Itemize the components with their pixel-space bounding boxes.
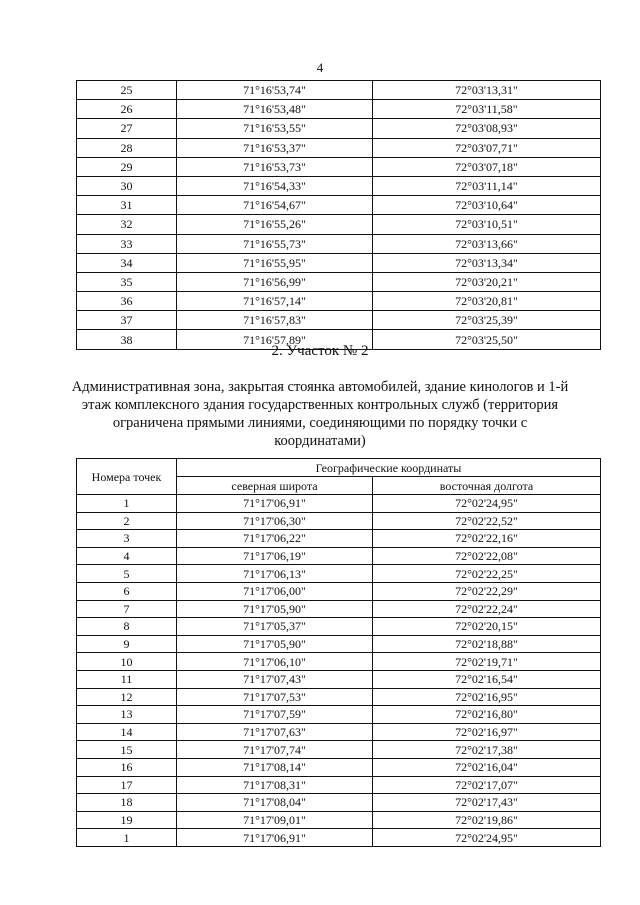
table-row (77, 723, 601, 741)
point-number: 28 (77, 138, 177, 157)
table-row (77, 670, 601, 688)
longitude-cell: 72°02'22,08" (373, 547, 601, 565)
table-row (77, 176, 601, 195)
point-number: 32 (77, 215, 177, 234)
latitude-cell: 71°17'08,04" (177, 794, 373, 812)
latitude-cell: 71°17'07,63" (177, 723, 373, 741)
longitude-cell: 72°02'16,04" (373, 758, 601, 776)
point-number: 19 (77, 811, 177, 829)
table-row (77, 811, 601, 829)
longitude-cell: 72°02'22,29" (373, 582, 601, 600)
section-title: 2. Участок № 2 (271, 343, 369, 359)
header-geo-coordinates: Географические координаты (177, 459, 601, 477)
latitude-cell: 71°17'06,22" (177, 530, 373, 548)
latitude-cell: 71°16'54,33" (177, 176, 373, 195)
point-number: 9 (77, 635, 177, 653)
latitude-cell: 71°17'06,13" (177, 565, 373, 583)
point-number: 36 (77, 292, 177, 311)
point-number: 6 (77, 582, 177, 600)
point-number: 16 (77, 758, 177, 776)
point-number: 1 (77, 495, 177, 513)
point-number: 31 (77, 196, 177, 215)
table-row (77, 157, 601, 176)
table-row (77, 618, 601, 636)
latitude-cell: 71°17'06,19" (177, 547, 373, 565)
point-number: 35 (77, 272, 177, 291)
latitude-cell: 71°16'55,26" (177, 215, 373, 234)
latitude-cell: 71°17'06,00" (177, 582, 373, 600)
point-number: 11 (77, 670, 177, 688)
table-row (77, 234, 601, 253)
point-number: 34 (77, 253, 177, 272)
point-number: 30 (77, 176, 177, 195)
point-number: 2 (77, 512, 177, 530)
latitude-cell: 71°16'56,99" (177, 272, 373, 291)
coordinates-table-body (77, 495, 601, 847)
latitude-cell: 71°16'53,37" (177, 138, 373, 157)
latitude-cell: 71°17'06,91" (177, 829, 373, 847)
longitude-cell: 72°03'07,18" (373, 157, 601, 176)
table-row (77, 653, 601, 671)
table-row (77, 600, 601, 618)
longitude-cell: 72°02'16,54" (373, 670, 601, 688)
point-number: 12 (77, 688, 177, 706)
table-row (77, 776, 601, 794)
latitude-cell: 71°16'53,74" (177, 81, 373, 100)
latitude-cell: 71°17'05,90" (177, 635, 373, 653)
latitude-cell: 71°16'53,48" (177, 100, 373, 119)
point-number: 37 (77, 311, 177, 330)
point-number: 13 (77, 706, 177, 724)
point-number: 18 (77, 794, 177, 812)
longitude-cell: 72°02'18,88" (373, 635, 601, 653)
table-row (77, 81, 601, 100)
longitude-cell: 72°03'13,31" (373, 81, 601, 100)
point-number: 14 (77, 723, 177, 741)
coordinates-table-section-2 (76, 458, 601, 847)
table-row (77, 196, 601, 215)
table-row (77, 292, 601, 311)
table-row (77, 794, 601, 812)
latitude-cell: 71°16'57,83" (177, 311, 373, 330)
table-row (77, 272, 601, 291)
longitude-cell: 72°02'24,95" (373, 829, 601, 847)
latitude-cell: 71°16'53,55" (177, 119, 373, 138)
table-row (77, 495, 601, 513)
point-number: 26 (77, 100, 177, 119)
latitude-cell: 71°16'57,89" (177, 330, 373, 349)
latitude-cell: 71°17'07,53" (177, 688, 373, 706)
longitude-cell: 72°03'08,93" (373, 119, 601, 138)
latitude-cell: 71°17'07,59" (177, 706, 373, 724)
longitude-cell: 72°02'22,16" (373, 530, 601, 548)
table-header (77, 459, 601, 495)
latitude-cell: 71°16'55,73" (177, 234, 373, 253)
longitude-cell: 72°03'20,81" (373, 292, 601, 311)
latitude-cell: 71°17'08,31" (177, 776, 373, 794)
longitude-cell: 72°02'17,07" (373, 776, 601, 794)
point-number: 17 (77, 776, 177, 794)
latitude-cell: 71°16'53,73" (177, 157, 373, 176)
longitude-cell: 72°03'07,71" (373, 138, 601, 157)
longitude-cell: 72°03'25,50" (373, 330, 601, 349)
point-number: 27 (77, 119, 177, 138)
header-longitude: восточная долгота (373, 477, 601, 495)
longitude-cell: 72°03'13,34" (373, 253, 601, 272)
longitude-cell: 72°03'25,39" (373, 311, 601, 330)
latitude-cell: 71°17'08,14" (177, 758, 373, 776)
longitude-cell: 72°03'11,14" (373, 176, 601, 195)
section-description: Административная зона, закрытая стоянка автомобилей, здание кинологов и 1-й этаж комплексного здания государственных контрольных служб (территория ограничена прямыми линиями, соединяющими по порядку точки с координатами) (71, 379, 569, 449)
latitude-cell: 71°17'07,43" (177, 670, 373, 688)
table-row (77, 119, 601, 138)
latitude-cell: 71°17'06,10" (177, 653, 373, 671)
longitude-cell: 72°03'10,64" (373, 196, 601, 215)
table-row (77, 547, 601, 565)
header-points: Номера точек (77, 459, 177, 495)
latitude-cell: 71°17'06,30" (177, 512, 373, 530)
table-row (77, 100, 601, 119)
table-row (77, 758, 601, 776)
point-number: 25 (77, 81, 177, 100)
longitude-cell: 72°02'22,25" (373, 565, 601, 583)
table-row (77, 582, 601, 600)
latitude-cell: 71°16'57,14" (177, 292, 373, 311)
longitude-cell: 72°02'22,24" (373, 600, 601, 618)
point-number: 29 (77, 157, 177, 176)
table-row (77, 512, 601, 530)
longitude-cell: 72°03'11,58" (373, 100, 601, 119)
table-row (77, 635, 601, 653)
latitude-cell: 71°17'07,74" (177, 741, 373, 759)
latitude-cell: 71°16'54,67" (177, 196, 373, 215)
latitude-cell: 71°17'05,37" (177, 618, 373, 636)
longitude-cell: 72°02'16,80" (373, 706, 601, 724)
longitude-cell: 72°02'22,52" (373, 512, 601, 530)
longitude-cell: 72°02'16,95" (373, 688, 601, 706)
point-number: 33 (77, 234, 177, 253)
latitude-cell: 71°17'09,01" (177, 811, 373, 829)
point-number: 5 (77, 565, 177, 583)
longitude-cell: 72°03'10,51" (373, 215, 601, 234)
point-number: 38 (77, 330, 177, 349)
table-row (77, 530, 601, 548)
coordinates-table-continued (76, 80, 601, 350)
latitude-cell: 71°16'55,95" (177, 253, 373, 272)
longitude-cell: 72°02'19,71" (373, 653, 601, 671)
table-row (77, 688, 601, 706)
point-number: 15 (77, 741, 177, 759)
longitude-cell: 72°02'16,97" (373, 723, 601, 741)
longitude-cell: 72°02'24,95" (373, 495, 601, 513)
longitude-cell: 72°02'17,43" (373, 794, 601, 812)
longitude-cell: 72°02'20,15" (373, 618, 601, 636)
point-number: 7 (77, 600, 177, 618)
table-row (77, 565, 601, 583)
longitude-cell: 72°03'13,66" (373, 234, 601, 253)
table-row (77, 741, 601, 759)
point-number: 10 (77, 653, 177, 671)
point-number: 8 (77, 618, 177, 636)
coordinates-table-body (77, 81, 601, 350)
table-row (77, 829, 601, 847)
table-row (77, 138, 601, 157)
latitude-cell: 71°17'06,91" (177, 495, 373, 513)
longitude-cell: 72°02'17,38" (373, 741, 601, 759)
page-number: 4 (316, 60, 324, 75)
longitude-cell: 72°02'19,86" (373, 811, 601, 829)
point-number: 4 (77, 547, 177, 565)
point-number: 3 (77, 530, 177, 548)
header-latitude: северная широта (177, 477, 373, 495)
table-row (77, 706, 601, 724)
latitude-cell: 71°17'05,90" (177, 600, 373, 618)
table-row (77, 311, 601, 330)
table-row (77, 253, 601, 272)
longitude-cell: 72°03'20,21" (373, 272, 601, 291)
table-row (77, 215, 601, 234)
point-number: 1 (77, 829, 177, 847)
